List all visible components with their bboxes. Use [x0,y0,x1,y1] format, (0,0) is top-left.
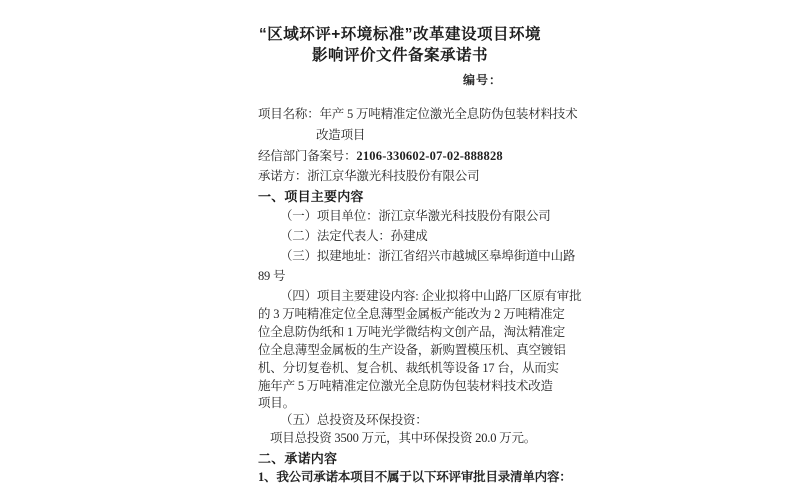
promisor-line: 承诺方：浙江京华激光科技股份有限公司 [258,169,480,183]
serial-number-label: 编号： [463,73,503,87]
item-5-investment-heading: （五）总投资及环保投资： [280,413,428,427]
item-1-project-unit: （一）项目单位：浙江京华激光科技股份有限公司 [280,209,551,223]
item-4-construction-content-line7: 项目。 [258,396,295,410]
item-4-construction-content-line6: 施年产 5 万吨精准定位激光全息防伪包装材料技术改造 [258,379,553,393]
section-2-heading: 二、承诺内容 [258,451,338,466]
item-4-construction-content-line5: 机、分切复卷机、复合机、裁纸机等设备 17 台，从而实 [258,361,559,375]
section-1-heading: 一、项目主要内容 [258,189,364,204]
record-number-line [258,149,503,164]
item-2-legal-representative: （二）法定代表人：孙建成 [280,229,428,243]
record-number-value: 2106-330602-07-02-888828 [356,149,503,163]
item-4-construction-content-line4: 位全息薄型金属板的生产设备，新购置模压机、真空镀铝 [258,343,566,357]
item-3-site-address-line1: （三）拟建地址：浙江省绍兴市越城区皋埠街道中山路 [280,249,576,263]
item-4-construction-content-line3: 位全息防伪纸和 1 万吨光学微结构文创产品，淘汰精准定 [258,325,566,339]
investment-amount-line: 项目总投资 3500 万元，其中环保投资 20.0 万元。 [270,431,537,445]
item-3-site-address-line2: 89 号 [258,269,286,283]
project-name-line1: 项目名称：年产 5 万吨精准定位激光全息防伪包装材料技术 [258,107,578,121]
item-4-construction-content-line1: （四）项目主要建设内容: 企业拟将中山路厂区原有审批 [280,289,582,303]
document-title-line1: “区域环评+环境标准”改革建设项目环境 [258,26,542,43]
document-title [0,24,800,66]
document-title-line2: 影响评价文件备案承诺书 [311,47,488,64]
commitment-item-1-line: 1、我公司承诺本项目不属于以下环评审批目录清单内容： [258,470,572,484]
record-number-label: 经信部门备案号： [258,149,357,163]
project-name-line2: 改造项目 [316,128,366,142]
item-4-construction-content-line2: 的 3 万吨精准定位全息薄型金属板产能改为 2 万吨精准定 [258,307,565,321]
